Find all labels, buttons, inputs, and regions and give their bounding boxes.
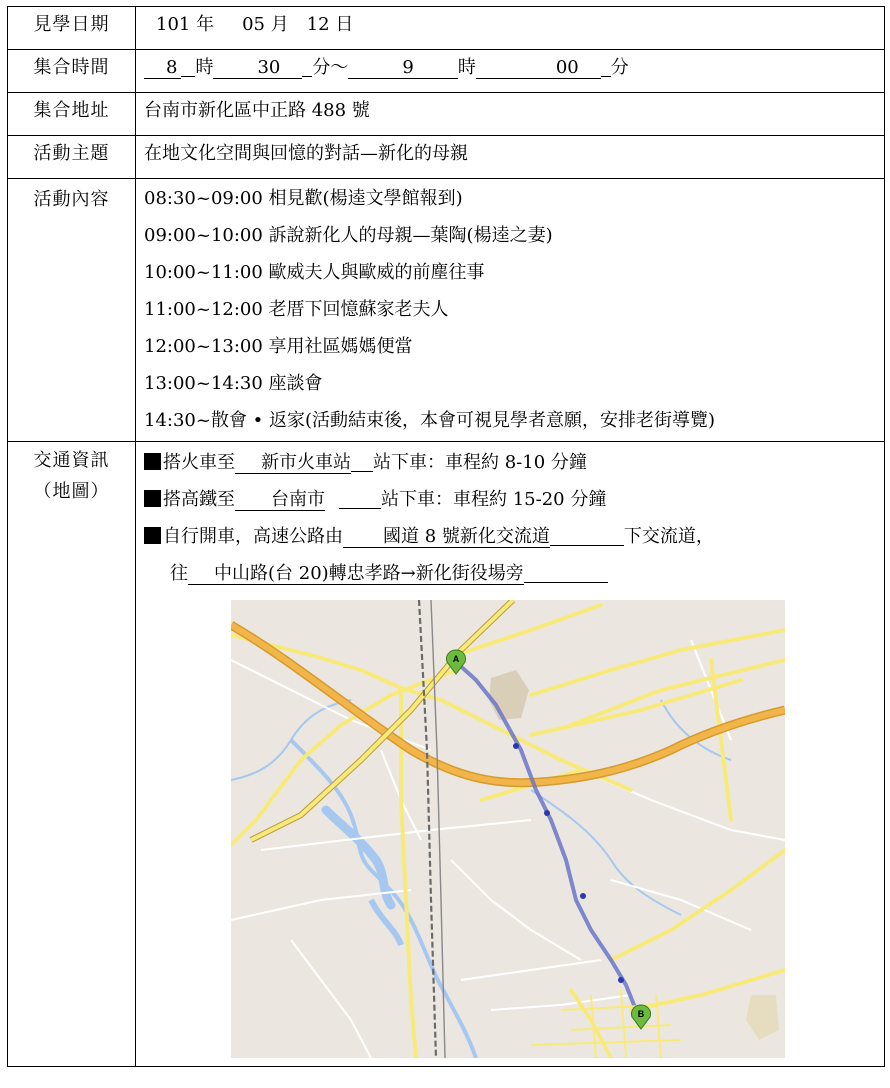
date-day: 12 [306,14,330,35]
date-day-unit: 日 [335,14,354,35]
start-minute-unit: 分 [312,57,331,78]
map-route-arrow [580,893,586,899]
time-tilde: ～ [330,57,349,78]
transport-label-map: （地圖） [33,481,110,502]
hsr-station: 台南市 [235,490,325,511]
row-theme [8,136,885,179]
hsr-post: 站下車：車程約 15-20 分鐘 [381,489,607,510]
transport-label [8,442,136,1067]
marker-a-label: A [452,654,460,664]
drive-pre: 自行開車，高速公路由 [163,526,343,547]
row-schedule [8,179,885,442]
marker-b-label: B [637,1009,645,1019]
time-label: 集合時間 [8,50,136,93]
map-route-arrow [513,743,519,749]
date-month-unit: 月 [270,14,289,35]
hsr-pre: 搭高鐵至 [163,489,235,510]
route-map [231,600,785,1058]
start-hour: 8 [144,58,181,79]
address-label: 集合地址 [8,93,136,136]
schedule-item: 11:00~12:00 老厝下回憶蘇家老夫人 [144,299,449,320]
map-route-arrow [544,810,550,816]
date-value [136,7,885,50]
schedule-item: 12:00~13:00 享用社區媽媽便當 [144,336,413,357]
address-value: 台南市新化區中正路 488 號 [136,93,885,136]
time-value [136,50,885,93]
schedule-label: 活動內容 [8,179,136,442]
route-map-image [231,600,785,1058]
schedule-item: 10:00~11:00 歐威夫人與歐威的前塵往事 [144,262,485,283]
start-minute: 30 [213,58,302,79]
schedule-list [136,179,885,442]
end-hour-unit: 時 [457,57,476,78]
row-transport [8,442,885,1067]
schedule-item: 09:00~10:00 訴說新化人的母親—葉陶(楊逵之妻) [144,225,553,246]
transport-drive-route [144,555,876,592]
schedule-item: 08:30~09:00 相見歡(楊逵文學館報到) [144,188,463,209]
train-station: 新市火車站 [235,453,351,474]
transport-hsr [144,481,876,518]
date-year-unit: 年 [196,14,215,35]
drive-interchange: 國道 8 號新化交流道 [343,527,550,548]
start-hour-unit: 時 [195,57,214,78]
theme-label: 活動主題 [8,136,136,179]
square-bullet-icon [144,453,161,470]
transport-info [136,442,885,1067]
end-minute-unit: 分 [610,57,629,78]
end-hour: 9 [348,58,457,79]
transport-drive [144,518,876,555]
transport-train [144,444,876,481]
train-post: 站下車：車程約 8-10 分鐘 [373,452,587,473]
drive-road: 中山路(台 20)轉忠孝路→新化街役場旁 [188,564,524,585]
row-address [8,93,885,136]
map-route-arrow [618,977,624,983]
field-trip-table [7,6,885,1067]
schedule-item: 13:00~14:30 座談會 [144,373,323,394]
date-label: 見學日期 [8,7,136,50]
drive-route-pre: 往 [170,563,188,584]
transport-label-title: 交通資訊 [33,450,110,471]
train-pre: 搭火車至 [163,452,235,473]
end-minute: 00 [476,58,601,79]
square-bullet-icon [144,490,161,507]
row-time [8,50,885,93]
theme-value: 在地文化空間與回憶的對話—新化的母親 [136,136,885,179]
row-date [8,7,885,50]
date-month: 05 [242,14,265,35]
schedule-item: 14:30~散會 • 返家(活動結束後，本會可視見學者意願，安排老街導覽) [144,410,716,431]
square-bullet-icon [144,527,161,544]
drive-post: 下交流道， [623,526,714,547]
date-year: 101 [156,14,191,35]
